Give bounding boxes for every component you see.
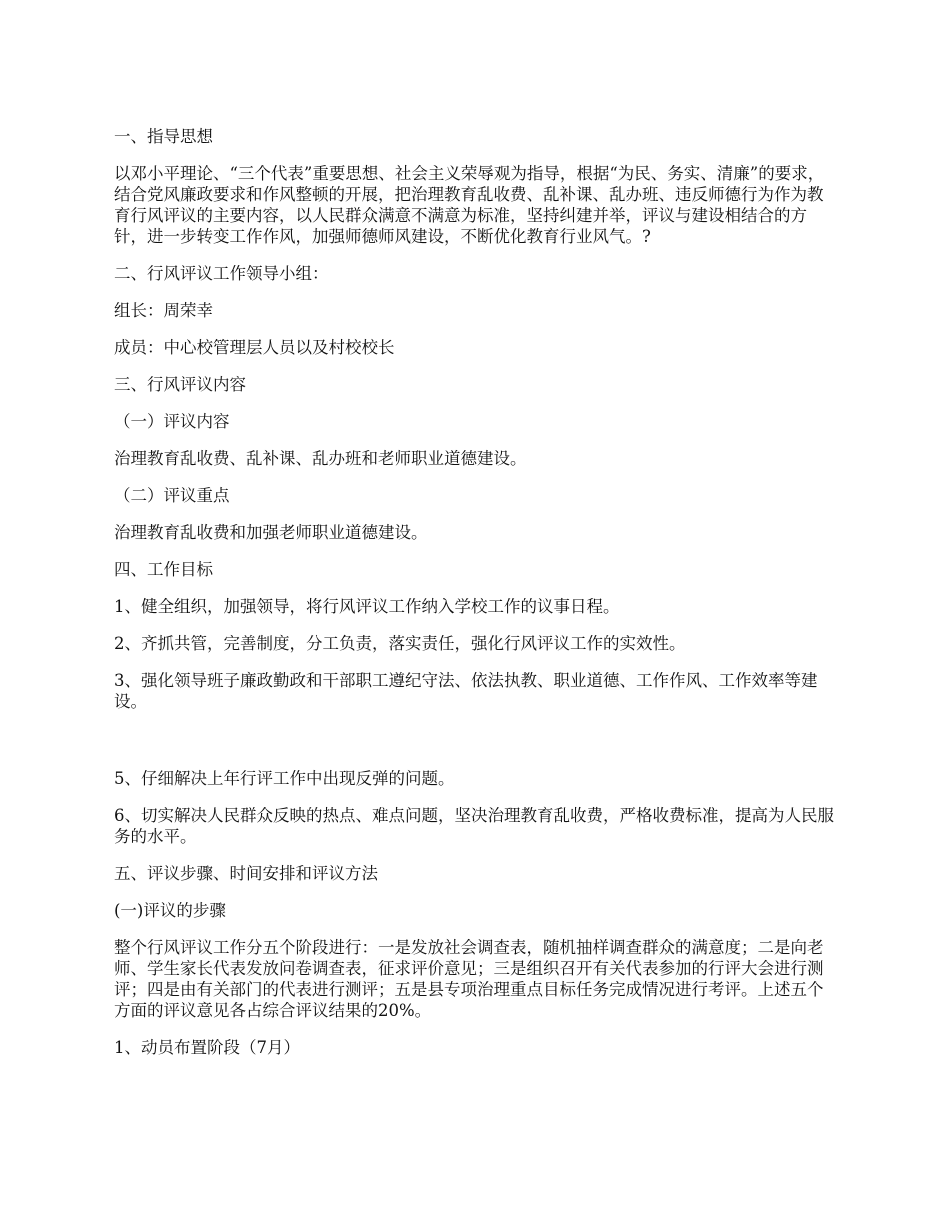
goal-item-2: 2、齐抓共管，完善制度，分工负责，落实责任，强化行风评议工作的实效性。 — [114, 634, 686, 653]
goal-item-1: 1、健全组织，加强领导，将行风评议工作纳入学校工作的议事日程。 — [114, 597, 620, 616]
heading-review-steps: 五、评议步骤、时间安排和评议方法 — [114, 864, 378, 883]
heading-review-content: 三、行风评议内容 — [114, 375, 246, 394]
paragraph-content: 治理教育乱收费、乱补课、乱办班和老师职业道德建设。 — [114, 449, 527, 468]
goal-item-6: 6、切实解决人民群众反映的热点、难点问题，坚决治理教育乱收费，严格收费标准，提高为人民服务的水平。 — [114, 806, 834, 846]
heading-leadership-group: 二、行风评议工作领导小组： — [114, 264, 329, 283]
heading-guiding-ideology: 一、指导思想 — [114, 127, 213, 146]
step-item-1: 1、动员布置阶段（7月） — [114, 1038, 300, 1057]
subheading-focus: （二）评议重点 — [114, 486, 230, 505]
subheading-steps: (一)评议的步骤 — [114, 901, 226, 920]
top-margin — [114, 0, 838, 126]
paragraph-steps: 整个行风评议工作分五个阶段进行：一是发放社会调查表，随机抽样调查群众的满意度；二是向老师、学生家长代表发放问卷调查表，征求评价意见；三是组织召开有关代表参加的行评大会进行测评；四是由有关部门的代表进行测评；五是县专项治理重点目标任务完成情况进行考评。上述五个方面的评议意见各占综合评议结果的20%。 — [114, 938, 824, 1020]
heading-work-goals: 四、工作目标 — [114, 560, 213, 579]
group-members: 成员：中心校管理层人员以及村校校长 — [114, 338, 395, 357]
group-leader: 组长：周荣幸 — [114, 301, 213, 320]
goal-item-3: 3、强化领导班子廉政勤政和干部职工遵纪守法、依法执教、职业道德、工作作风、工作效率等建设。 — [114, 671, 818, 711]
goal-item-5: 5、仔细解决上年行评工作中出现反弹的问题。 — [114, 769, 455, 788]
paragraph-focus: 治理教育乱收费和加强老师职业道德建设。 — [114, 523, 428, 542]
paragraph-guiding-ideology: 以邓小平理论、“三个代表”重要思想、社会主义荣辱观为指导，根据“为民、务实、清廉”的要求，结合党风廉政要求和作风整顿的开展，把治理教育乱收费、乱补课、乱办班、违反师德行为作为教育行风评议的主要内容，以人民群众满意不满意为标准，坚持纠建并举，评议与建设相结合的方针，进一步转变工作作风，加强师德师风建设，不断优化教育行业风气。? — [114, 164, 825, 246]
subheading-content: （一）评议内容 — [114, 412, 230, 431]
